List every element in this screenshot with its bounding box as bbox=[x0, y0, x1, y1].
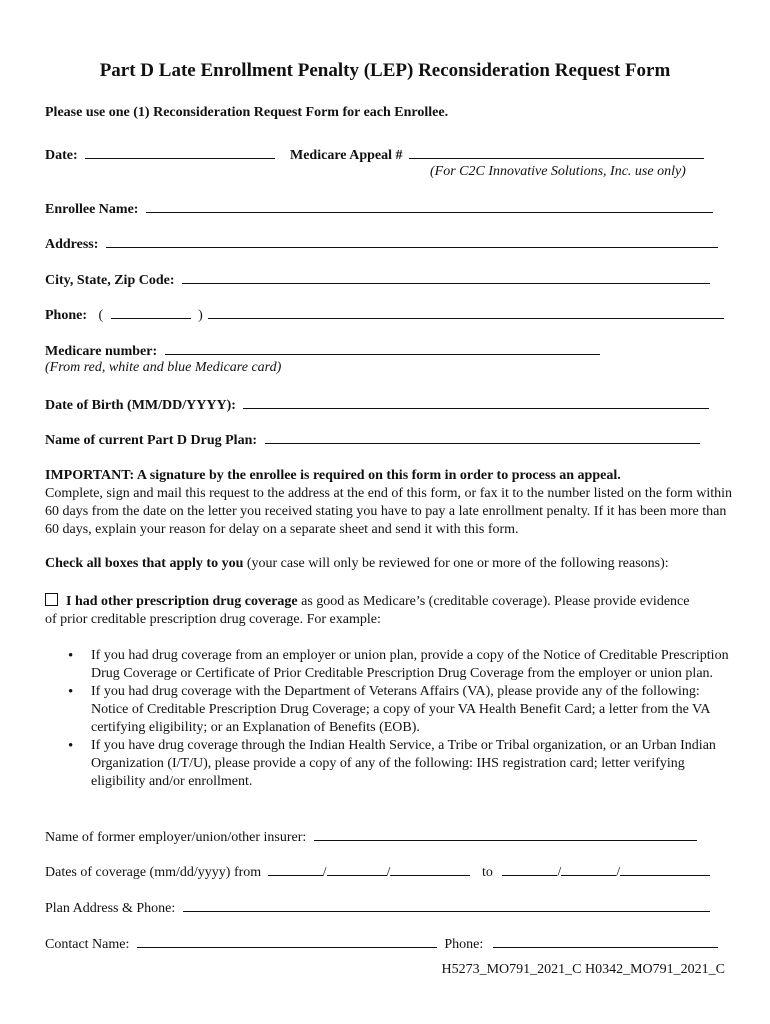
from-year-field[interactable] bbox=[390, 863, 470, 876]
former-employer-row bbox=[45, 828, 697, 846]
date-slash: / bbox=[616, 865, 621, 880]
phone-label: Phone: bbox=[45, 308, 87, 323]
contact-row bbox=[45, 935, 718, 953]
phone-area-code-field[interactable] bbox=[111, 306, 191, 319]
phone-close-paren: ) bbox=[198, 308, 203, 323]
former-employer-field[interactable] bbox=[314, 828, 697, 841]
option-other-coverage-bold: I had other prescription drug coverage bbox=[66, 594, 298, 609]
phone-row bbox=[45, 306, 724, 324]
plan-address-row bbox=[45, 899, 710, 917]
appeal-note: (For C2C Innovative Solutions, Inc. use only) bbox=[430, 164, 686, 179]
enrollee-name-label: Enrollee Name: bbox=[45, 202, 139, 217]
option-other-coverage bbox=[45, 593, 695, 629]
important-heading: IMPORTANT: A signature by the enrollee is required on this form in order to process an appeal. bbox=[45, 468, 621, 483]
date-slash: / bbox=[557, 865, 562, 880]
check-instruction bbox=[45, 556, 669, 572]
dob-field[interactable] bbox=[243, 396, 709, 409]
form-code-footer: H5273_MO791_2021_C H0342_MO791_2021_C bbox=[441, 962, 725, 977]
important-body: Complete, sign and mail this request to the address at the end of this form, or fax it to the number listed on the form within 60 days from the date on the letter you received stating you have to pay a late enrollment penalty. If it has been more than 60 days, explain your reason for delay on a separate sheet and send it with this form. bbox=[45, 486, 733, 537]
medicare-number-note: (From red, white and blue Medicare card) bbox=[45, 360, 282, 375]
plan-row bbox=[45, 431, 700, 449]
phone-number-field[interactable] bbox=[208, 306, 724, 319]
city-row bbox=[45, 271, 710, 289]
coverage-dates-row bbox=[45, 863, 710, 881]
to-month-field[interactable] bbox=[502, 863, 557, 876]
form-title: Part D Late Enrollment Penalty (LEP) Reconsideration Request Form bbox=[99, 60, 671, 81]
appeal-row bbox=[290, 146, 704, 164]
contact-name-label: Contact Name: bbox=[45, 937, 130, 952]
from-month-field[interactable] bbox=[268, 863, 323, 876]
date-field[interactable] bbox=[85, 146, 275, 159]
plan-address-field[interactable] bbox=[183, 899, 710, 912]
contact-phone-field[interactable] bbox=[493, 935, 718, 948]
medicare-row bbox=[45, 342, 600, 360]
list-item: • If you have drug coverage through the Indian Health Service, a Tribe or Tribal organization, or an Urban Indian Organization (I/T/U), please provide a copy of any of the following: IHS registration card; letter verifying eligibility and/or enrollment. bbox=[64, 737, 729, 791]
date-slash: / bbox=[386, 865, 391, 880]
date-slash: / bbox=[322, 865, 327, 880]
enrollee-name-field[interactable] bbox=[146, 200, 713, 213]
coverage-examples-list bbox=[64, 647, 729, 791]
city-state-zip-label: City, State, Zip Code: bbox=[45, 273, 175, 288]
option-other-coverage-rest: as good as Medicare’s (creditable coverage). Please provide evidence of prior creditable prescription drug coverage. For example: bbox=[45, 594, 690, 627]
dob-row bbox=[45, 396, 709, 414]
current-plan-field[interactable] bbox=[265, 431, 700, 444]
medicare-number-field[interactable] bbox=[165, 342, 600, 355]
current-plan-label: Name of current Part D Drug Plan: bbox=[45, 433, 258, 448]
to-year-field[interactable] bbox=[620, 863, 710, 876]
phone-open-paren: ( bbox=[98, 308, 104, 323]
to-day-field[interactable] bbox=[561, 863, 616, 876]
address-field[interactable] bbox=[106, 235, 718, 248]
list-item: • If you had drug coverage from an employer or union plan, provide a copy of the Notice of Creditable Prescription Drug Coverage or Certificate of Prior Creditable Prescription Drug Coverage from the employer or union plan. bbox=[64, 647, 729, 683]
important-section bbox=[45, 467, 735, 539]
check-instruction-bold: Check all boxes that apply to you bbox=[45, 556, 244, 571]
coverage-dates-label: Dates of coverage (mm/dd/yyyy) from bbox=[45, 865, 262, 880]
contact-name-field[interactable] bbox=[137, 935, 437, 948]
date-row bbox=[45, 146, 275, 164]
check-instruction-rest: (your case will only be reviewed for one or more of the following reasons): bbox=[246, 556, 669, 571]
former-employer-label: Name of former employer/union/other insurer: bbox=[45, 830, 307, 845]
to-label: to bbox=[481, 865, 493, 880]
other-coverage-checkbox[interactable] bbox=[45, 593, 58, 606]
address-row bbox=[45, 235, 718, 253]
date-label: Date: bbox=[45, 148, 78, 163]
appeal-label: Medicare Appeal # bbox=[290, 148, 403, 163]
plan-address-label: Plan Address & Phone: bbox=[45, 901, 176, 916]
appeal-number-field[interactable] bbox=[409, 146, 704, 159]
intro-instruction: Please use one (1) Reconsideration Request Form for each Enrollee. bbox=[45, 105, 449, 120]
dob-label: Date of Birth (MM/DD/YYYY): bbox=[45, 398, 236, 413]
list-item: • If you had drug coverage with the Department of Veterans Affairs (VA), please provide any of the following: Notice of Creditable Prescription Drug Coverage; a copy of your VA Health Benefit Card; a letter from the VA certifying eligibility; or an Explanation of Benefits (EOB). bbox=[64, 683, 729, 737]
medicare-number-label: Medicare number: bbox=[45, 344, 158, 359]
city-state-zip-field[interactable] bbox=[182, 271, 710, 284]
address-label: Address: bbox=[45, 237, 99, 252]
contact-phone-label: Phone: bbox=[444, 937, 484, 952]
from-day-field[interactable] bbox=[327, 863, 387, 876]
enrollee-row bbox=[45, 200, 713, 218]
